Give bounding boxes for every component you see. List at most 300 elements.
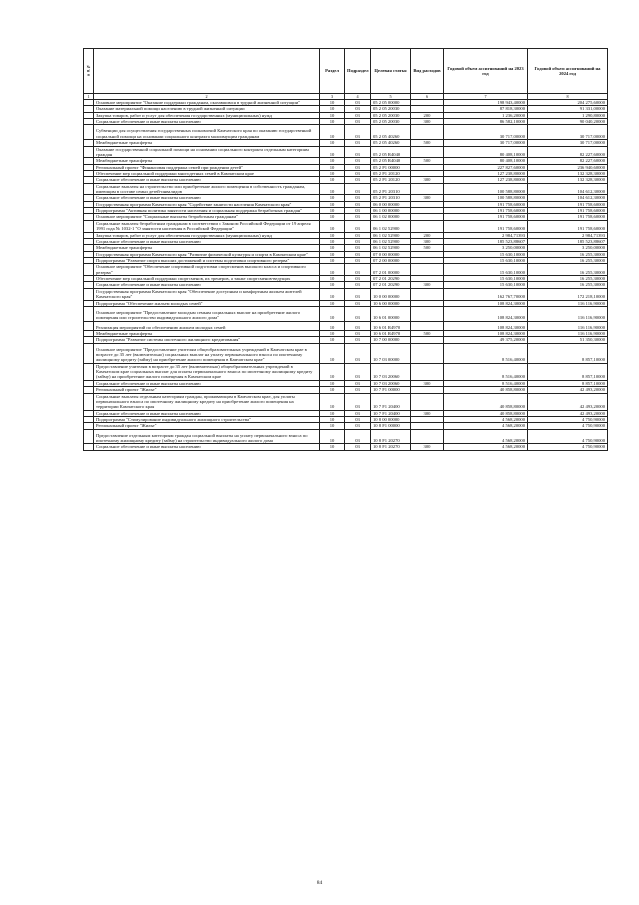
cell-podrazdel: 03 bbox=[345, 300, 371, 306]
cell-name: Социальное обеспечение и иные выплаты населению bbox=[94, 444, 320, 450]
cell-podrazdel: 03 bbox=[345, 125, 371, 140]
cell-target-article: 06 1 00 00000 bbox=[371, 208, 411, 214]
cell-razdel: 10 bbox=[320, 100, 345, 106]
cell-target-article: 10 8 F1 00000 bbox=[371, 423, 411, 429]
cell-amount-2023: 2 984,71393 bbox=[444, 232, 528, 238]
header-expense-type: Вид расходов bbox=[411, 49, 444, 94]
cell-amount-2023: 15 630,10000 bbox=[444, 276, 528, 282]
cell-amount-2023: 191 758,60000 bbox=[444, 220, 528, 232]
cell-amount-2023: 80 408,10000 bbox=[444, 158, 528, 164]
cell-target-article: 05 2 P1 20310 bbox=[371, 195, 411, 201]
column-number: 3 bbox=[320, 94, 345, 100]
column-number: 5 bbox=[371, 94, 411, 100]
cell-amount-2023: 49 375,20000 bbox=[444, 337, 528, 343]
cell-expense-type bbox=[411, 321, 444, 330]
cell-target-article: 06 1 02 52900 bbox=[371, 238, 411, 244]
cell-expense-type: 300 bbox=[411, 380, 444, 386]
cell-amount-2024: 104 612,30000 bbox=[528, 195, 608, 201]
cell-target-article: 10 6 00 00000 bbox=[371, 300, 411, 306]
cell-expense-type bbox=[411, 146, 444, 158]
cell-amount-2024: 191 758,60000 bbox=[528, 201, 608, 207]
cell-amount-2024: 4 750,90000 bbox=[528, 416, 608, 422]
cell-amount-2024: 42 493,20000 bbox=[528, 410, 608, 416]
cell-target-article: 10 8 00 00000 bbox=[371, 416, 411, 422]
cell-razdel: 10 bbox=[320, 125, 345, 140]
cell-amount-2024: 185 523,88607 bbox=[528, 238, 608, 244]
cell-amount-2023: 127 238,80000 bbox=[444, 177, 528, 183]
cell-razdel: 10 bbox=[320, 146, 345, 158]
cell-name: Оказание материальной помощи населению в трудной жизненной ситуации bbox=[94, 106, 320, 112]
cell-razdel: 10 bbox=[320, 195, 345, 201]
cell-podrazdel: 03 bbox=[345, 140, 371, 146]
cell-name: Социальные выплаты на строительство или приобретение жилого помещения в собственность гражданам, имеющим в составе семьи детей-инвалидов bbox=[94, 183, 320, 195]
cell-amount-2023: 108 824,30000 bbox=[444, 300, 528, 306]
cell-amount-2024: 4 750,90000 bbox=[528, 429, 608, 444]
cell-razdel: 10 bbox=[320, 444, 345, 450]
cell-razdel: 10 bbox=[320, 306, 345, 321]
cell-name: Основное мероприятие "Предоставление молодым семьям социальных выплат на приобретение жилого помещения или строительство индивидуального жилого дома" bbox=[94, 306, 320, 321]
cell-amount-2023: 86 582,10000 bbox=[444, 119, 528, 125]
cell-razdel: 10 bbox=[320, 201, 345, 207]
cell-target-article: 05 2 P1 00000 bbox=[371, 164, 411, 170]
cell-amount-2023: 108 824,30000 bbox=[444, 306, 528, 321]
table-row bbox=[84, 220, 608, 232]
cell-razdel: 10 bbox=[320, 276, 345, 282]
cell-target-article: 10 7 03 20060 bbox=[371, 363, 411, 380]
cell-razdel: 10 bbox=[320, 380, 345, 386]
cell-amount-2023: 80 408,10000 bbox=[444, 146, 528, 158]
cell-target-article: 05 2 05 20030 bbox=[371, 119, 411, 125]
cell-razdel: 10 bbox=[320, 410, 345, 416]
cell-target-article: 05 2 05 20030 bbox=[371, 106, 411, 112]
cell-target-article: 10 0 00 00000 bbox=[371, 288, 411, 300]
cell-target-article: 05 2 05 20030 bbox=[371, 112, 411, 118]
cell-razdel: 10 bbox=[320, 321, 345, 330]
cell-target-article: 05 2 05 40260 bbox=[371, 125, 411, 140]
cell-target-article: 07 2 01 00000 bbox=[371, 264, 411, 276]
cell-amount-2023: 40 858,80000 bbox=[444, 410, 528, 416]
cell-amount-2024: 8 857,10000 bbox=[528, 343, 608, 363]
cell-amount-2023: 108 824,30000 bbox=[444, 330, 528, 336]
header-row bbox=[84, 49, 608, 94]
cell-podrazdel: 03 bbox=[345, 444, 371, 450]
cell-name: Подпрограмма "Стимулирование индивидуального жилищного строительства" bbox=[94, 416, 320, 422]
cell-amount-2024: 16 255,30000 bbox=[528, 264, 608, 276]
table-row bbox=[84, 288, 608, 300]
cell-target-article: 07 0 00 00000 bbox=[371, 251, 411, 257]
cell-expense-type: 200 bbox=[411, 232, 444, 238]
table-row bbox=[84, 183, 608, 195]
cell-podrazdel: 03 bbox=[345, 363, 371, 380]
cell-amount-2024: 116 116,90000 bbox=[528, 321, 608, 330]
cell-amount-2024: 16 255,30000 bbox=[528, 282, 608, 288]
table-row bbox=[84, 393, 608, 410]
cell-amount-2024: 4 750,90000 bbox=[528, 444, 608, 450]
cell-razdel: 10 bbox=[320, 214, 345, 220]
table-row bbox=[84, 444, 608, 450]
cell-podrazdel: 03 bbox=[345, 330, 371, 336]
cell-expense-type bbox=[411, 343, 444, 363]
cell-name: Региональный проект "Жилье" bbox=[94, 423, 320, 429]
header-name bbox=[94, 49, 320, 94]
cell-name: Социальное обеспечение и иные выплаты населению bbox=[94, 195, 320, 201]
cell-razdel: 10 bbox=[320, 387, 345, 393]
cell-amount-2023: 191 758,60000 bbox=[444, 208, 528, 214]
cell-num bbox=[84, 183, 94, 195]
cell-razdel: 10 bbox=[320, 416, 345, 422]
table-row bbox=[84, 306, 608, 321]
cell-expense-type bbox=[411, 288, 444, 300]
cell-name: Предоставление учителям в возрасте до 35 лет (включительно) общеобразовательных учреждений в Камчатском крае социальных выплат для оплаты первоначального взноса по ипотечному жилищному кредиту (займу) на приобретение жилого помещения в Камчатском крае bbox=[94, 363, 320, 380]
cell-name: Межбюджетные трансферты bbox=[94, 245, 320, 251]
cell-num bbox=[84, 220, 94, 232]
cell-razdel: 10 bbox=[320, 393, 345, 410]
page-number: 84 bbox=[316, 880, 323, 886]
cell-amount-2023: 15 630,10000 bbox=[444, 282, 528, 288]
cell-expense-type: 300 bbox=[411, 177, 444, 183]
cell-razdel: 10 bbox=[320, 164, 345, 170]
cell-expense-type: 200 bbox=[411, 112, 444, 118]
cell-name: Социальное обеспечение и иные выплаты населению bbox=[94, 282, 320, 288]
cell-name: Реализация мероприятий по обеспечению жильем молодых семей bbox=[94, 321, 320, 330]
cell-amount-2023: 15 630,10000 bbox=[444, 264, 528, 276]
cell-razdel: 10 bbox=[320, 170, 345, 176]
cell-name: Основное мероприятие "Оказание поддержки гражданам, оказавшимся в трудной жизненной ситуации" bbox=[94, 100, 320, 106]
cell-razdel: 10 bbox=[320, 288, 345, 300]
cell-razdel: 10 bbox=[320, 343, 345, 363]
cell-expense-type bbox=[411, 393, 444, 410]
cell-amount-2024: 42 493,20000 bbox=[528, 393, 608, 410]
cell-expense-type bbox=[411, 125, 444, 140]
cell-amount-2023: 162 767,70000 bbox=[444, 288, 528, 300]
cell-razdel: 10 bbox=[320, 251, 345, 257]
cell-amount-2024: 204 275,60000 bbox=[528, 100, 608, 106]
cell-target-article: 10 7 F1 20400 bbox=[371, 410, 411, 416]
cell-podrazdel: 03 bbox=[345, 321, 371, 330]
cell-target-article: 07 2 01 20290 bbox=[371, 282, 411, 288]
cell-target-article: 07 2 01 20290 bbox=[371, 276, 411, 282]
cell-expense-type: 300 bbox=[411, 238, 444, 244]
cell-amount-2023: 3 250,00000 bbox=[444, 245, 528, 251]
cell-expense-type: 300 bbox=[411, 410, 444, 416]
cell-podrazdel: 03 bbox=[345, 201, 371, 207]
cell-expense-type bbox=[411, 183, 444, 195]
cell-podrazdel: 03 bbox=[345, 380, 371, 386]
cell-razdel: 10 bbox=[320, 337, 345, 343]
cell-razdel: 10 bbox=[320, 282, 345, 288]
column-number: 2 bbox=[94, 94, 320, 100]
cell-amount-2023: 4 568,20000 bbox=[444, 444, 528, 450]
cell-amount-2024: 30 717,00000 bbox=[528, 140, 608, 146]
cell-amount-2024: 30 717,00000 bbox=[528, 125, 608, 140]
cell-podrazdel: 03 bbox=[345, 416, 371, 422]
cell-name: Обеспечение мер социальной поддержки многодетных семей в Камчатском крае bbox=[94, 170, 320, 176]
cell-amount-2024: 236 940,60000 bbox=[528, 164, 608, 170]
cell-razdel: 10 bbox=[320, 183, 345, 195]
cell-name: Предоставление отдельным категориям граждан социальной выплаты на уплату первоначального взноса по ипотечному жилищному кредиту (займу) на строительство индивидуального жилого дома bbox=[94, 429, 320, 444]
cell-name: Подпрограмма "Активная политика занятости населения и социальная поддержка безработных граждан" bbox=[94, 208, 320, 214]
cell-expense-type: 500 bbox=[411, 158, 444, 164]
cell-amount-2023: 1 236,20000 bbox=[444, 112, 528, 118]
cell-podrazdel: 03 bbox=[345, 306, 371, 321]
cell-amount-2024: 172 218,10000 bbox=[528, 288, 608, 300]
cell-expense-type: 500 bbox=[411, 140, 444, 146]
cell-podrazdel: 03 bbox=[345, 208, 371, 214]
cell-amount-2024: 1 290,80000 bbox=[528, 112, 608, 118]
table-row bbox=[84, 321, 608, 330]
cell-expense-type: 300 bbox=[411, 282, 444, 288]
cell-podrazdel: 03 bbox=[345, 282, 371, 288]
cell-amount-2023: 100 588,80000 bbox=[444, 195, 528, 201]
cell-podrazdel: 03 bbox=[345, 238, 371, 244]
cell-name: Основное мероприятие "Предоставление учителям общеобразовательных учреждений в Камчатском крае в возрасте до 35 лет (включительно) социальных выплат на уплату первоначального взноса по ипотечному жилищному кредиту (займу) на приобретение жилого помещения в Камчатском крае" bbox=[94, 343, 320, 363]
cell-amount-2024: 42 493,20000 bbox=[528, 387, 608, 393]
cell-amount-2023: 108 824,30000 bbox=[444, 321, 528, 330]
cell-amount-2024: 116 116,90000 bbox=[528, 330, 608, 336]
cell-target-article: 05 2 05 00000 bbox=[371, 100, 411, 106]
cell-amount-2023: 227 827,60000 bbox=[444, 164, 528, 170]
cell-name: Подпрограмма "Развитие спорта высших достижений и системы подготовки спортивного резерва" bbox=[94, 257, 320, 263]
cell-amount-2024: 191 758,60000 bbox=[528, 208, 608, 214]
cell-razdel: 10 bbox=[320, 232, 345, 238]
cell-amount-2023: 185 523,88607 bbox=[444, 238, 528, 244]
cell-amount-2023: 198 943,40000 bbox=[444, 100, 528, 106]
cell-name: Межбюджетные трансферты bbox=[94, 140, 320, 146]
cell-amount-2023: 191 758,60000 bbox=[444, 201, 528, 207]
cell-razdel: 10 bbox=[320, 112, 345, 118]
cell-razdel: 10 bbox=[320, 264, 345, 276]
cell-target-article: 05 2 05 R4040 bbox=[371, 158, 411, 164]
cell-podrazdel: 03 bbox=[345, 158, 371, 164]
cell-target-article: 06 1 02 52900 bbox=[371, 232, 411, 238]
cell-podrazdel: 03 bbox=[345, 423, 371, 429]
cell-num bbox=[84, 321, 94, 330]
table-row bbox=[84, 429, 608, 444]
cell-amount-2023: 8 516,40000 bbox=[444, 363, 528, 380]
cell-name: Региональный проект "Финансовая поддержка семей при рождении детей" bbox=[94, 164, 320, 170]
cell-target-article: 05 2 P1 20120 bbox=[371, 170, 411, 176]
cell-expense-type bbox=[411, 306, 444, 321]
cell-podrazdel: 03 bbox=[345, 343, 371, 363]
cell-name: Обеспечение мер социальной поддержки спортсменов, их тренеров, а также спортсменов-ведущих bbox=[94, 276, 320, 282]
cell-name: Социальное обеспечение и иные выплаты населению bbox=[94, 177, 320, 183]
table-body bbox=[84, 100, 608, 451]
header-podrazdel: Подраздел bbox=[345, 49, 371, 94]
cell-razdel: 10 bbox=[320, 245, 345, 251]
cell-podrazdel: 03 bbox=[345, 119, 371, 125]
column-number: 6 bbox=[411, 94, 444, 100]
column-number: 7 bbox=[444, 94, 528, 100]
cell-name: Социальные выплаты безработным гражданам в соответствии с Законом Российской Федерации от 19 апреля 1991 года № 1032-1 "О занятости населения в Российской Федерации" bbox=[94, 220, 320, 232]
cell-amount-2023: 4 568,20000 bbox=[444, 423, 528, 429]
cell-name: Социальное обеспечение и иные выплаты населению bbox=[94, 119, 320, 125]
cell-podrazdel: 03 bbox=[345, 393, 371, 410]
cell-amount-2024: 90 040,20000 bbox=[528, 119, 608, 125]
cell-podrazdel: 03 bbox=[345, 257, 371, 263]
cell-target-article: 06 1 02 52900 bbox=[371, 220, 411, 232]
cell-target-article: 10 6 01 R4970 bbox=[371, 321, 411, 330]
cell-amount-2024: 191 758,60000 bbox=[528, 220, 608, 232]
cell-amount-2024: 116 116,90000 bbox=[528, 306, 608, 321]
cell-expense-type: 300 bbox=[411, 444, 444, 450]
cell-amount-2024: 191 758,60000 bbox=[528, 214, 608, 220]
cell-podrazdel: 03 bbox=[345, 195, 371, 201]
cell-num bbox=[84, 264, 94, 276]
cell-amount-2024: 3 250,00000 bbox=[528, 245, 608, 251]
table-row bbox=[84, 125, 608, 140]
cell-podrazdel: 03 bbox=[345, 146, 371, 158]
cell-target-article: 06 1 02 52900 bbox=[371, 245, 411, 251]
cell-amount-2024: 16 255,30000 bbox=[528, 257, 608, 263]
table-row bbox=[84, 363, 608, 380]
cell-razdel: 10 bbox=[320, 119, 345, 125]
cell-target-article: 06 1 02 00000 bbox=[371, 214, 411, 220]
cell-name: Социальное обеспечение и иные выплаты населению bbox=[94, 238, 320, 244]
cell-razdel: 10 bbox=[320, 158, 345, 164]
budget-table bbox=[83, 48, 608, 451]
budget-table-sheet bbox=[83, 48, 607, 451]
cell-target-article: 05 2 05 R4040 bbox=[371, 146, 411, 158]
cell-name: Региональный проект "Жилье" bbox=[94, 387, 320, 393]
header-num: № п/п bbox=[84, 49, 94, 94]
cell-amount-2023: 30 717,00000 bbox=[444, 140, 528, 146]
cell-name: Социальное обеспечение и иные выплаты населению bbox=[94, 380, 320, 386]
cell-podrazdel: 03 bbox=[345, 337, 371, 343]
cell-name: Социальное обеспечение и иные выплаты населению bbox=[94, 410, 320, 416]
cell-podrazdel: 03 bbox=[345, 288, 371, 300]
cell-name: Государственная программа Камчатского края "Содействие занятости населения Камчатского края" bbox=[94, 201, 320, 207]
cell-target-article: 10 7 F1 00000 bbox=[371, 387, 411, 393]
header-target-article: Целевая статья bbox=[371, 49, 411, 94]
column-number: 8 bbox=[528, 94, 608, 100]
cell-amount-2024: 82 227,60000 bbox=[528, 158, 608, 164]
cell-amount-2023: 87 818,30000 bbox=[444, 106, 528, 112]
cell-amount-2024: 8 857,10000 bbox=[528, 380, 608, 386]
column-number: 1 bbox=[84, 94, 94, 100]
cell-amount-2024: 132 328,30000 bbox=[528, 170, 608, 176]
cell-amount-2023: 40 858,80000 bbox=[444, 387, 528, 393]
cell-num bbox=[84, 306, 94, 321]
cell-amount-2024: 91 331,00000 bbox=[528, 106, 608, 112]
cell-num bbox=[84, 429, 94, 444]
cell-name: Подпрограмма "Развитие системы ипотечного жилищного кредитования" bbox=[94, 337, 320, 343]
cell-amount-2024: 2 984,71393 bbox=[528, 232, 608, 238]
cell-expense-type bbox=[411, 264, 444, 276]
cell-expense-type bbox=[411, 429, 444, 444]
cell-target-article: 10 7 03 20060 bbox=[371, 380, 411, 386]
table-row bbox=[84, 264, 608, 276]
cell-name: Закупка товаров, работ и услуг для обеспечения государственных (муниципальных) нужд bbox=[94, 112, 320, 118]
cell-name: Оказание государственной социальной помощи на основании социального контракта отдельным категориям граждан bbox=[94, 146, 320, 158]
cell-name: Социальные выплаты отдельным категориям граждан, проживающим в Камчатском крае, для уплаты первоначального взноса по ипотечному жилищному кредиту на приобретение жилого помещения на территории Камчатского края bbox=[94, 393, 320, 410]
cell-amount-2024: 104 612,30000 bbox=[528, 183, 608, 195]
cell-num bbox=[84, 146, 94, 158]
cell-podrazdel: 03 bbox=[345, 276, 371, 282]
cell-amount-2024: 116 116,90000 bbox=[528, 300, 608, 306]
cell-amount-2024: 16 255,30000 bbox=[528, 276, 608, 282]
cell-podrazdel: 03 bbox=[345, 164, 371, 170]
cell-podrazdel: 03 bbox=[345, 220, 371, 232]
cell-name: Подпрограмма "Обеспечение жильем молодых семей" bbox=[94, 300, 320, 306]
cell-num bbox=[84, 288, 94, 300]
cell-razdel: 10 bbox=[320, 238, 345, 244]
cell-target-article: 10 8 F1 20270 bbox=[371, 429, 411, 444]
cell-expense-type bbox=[411, 363, 444, 380]
cell-name: Межбюджетные трансферты bbox=[94, 330, 320, 336]
cell-name: Основное мероприятие "Обеспечение спортивной подготовки спортсменов высокого класса и спортивного резерва" bbox=[94, 264, 320, 276]
cell-name: Закупка товаров, работ и услуг для обеспечения государственных (муниципальных) нужд bbox=[94, 232, 320, 238]
cell-razdel: 10 bbox=[320, 106, 345, 112]
cell-num bbox=[84, 444, 94, 450]
cell-num bbox=[84, 393, 94, 410]
cell-amount-2023: 40 858,80000 bbox=[444, 393, 528, 410]
cell-amount-2023: 15 630,10000 bbox=[444, 251, 528, 257]
cell-razdel: 10 bbox=[320, 429, 345, 444]
cell-name: Основное мероприятие "Социальные выплаты безработным гражданам" bbox=[94, 214, 320, 220]
cell-amount-2023: 8 516,40000 bbox=[444, 380, 528, 386]
cell-amount-2023: 100 588,80000 bbox=[444, 183, 528, 195]
cell-target-article: 05 2 P1 20120 bbox=[371, 177, 411, 183]
cell-razdel: 10 bbox=[320, 208, 345, 214]
cell-target-article: 10 7 F1 20400 bbox=[371, 393, 411, 410]
cell-name: Государственная программа Камчатского края "Обеспечение доступным и комфортным жильем жителей Камчатского края" bbox=[94, 288, 320, 300]
cell-podrazdel: 03 bbox=[345, 245, 371, 251]
cell-target-article: 05 2 P1 20310 bbox=[371, 183, 411, 195]
column-number: 4 bbox=[345, 94, 371, 100]
cell-amount-2023: 15 630,10000 bbox=[444, 257, 528, 263]
cell-razdel: 10 bbox=[320, 220, 345, 232]
cell-num bbox=[84, 363, 94, 380]
cell-podrazdel: 03 bbox=[345, 183, 371, 195]
cell-podrazdel: 03 bbox=[345, 387, 371, 393]
cell-podrazdel: 03 bbox=[345, 177, 371, 183]
cell-amount-2023: 30 717,00000 bbox=[444, 125, 528, 140]
cell-target-article: 05 2 05 40260 bbox=[371, 140, 411, 146]
cell-amount-2023: 4 568,20000 bbox=[444, 416, 528, 422]
cell-num bbox=[84, 125, 94, 140]
cell-podrazdel: 03 bbox=[345, 410, 371, 416]
cell-target-article: 10 7 00 00000 bbox=[371, 337, 411, 343]
cell-razdel: 10 bbox=[320, 330, 345, 336]
cell-expense-type bbox=[411, 220, 444, 232]
cell-target-article: 07 2 00 00000 bbox=[371, 257, 411, 263]
cell-expense-type: 300 bbox=[411, 195, 444, 201]
cell-amount-2024: 82 227,60000 bbox=[528, 146, 608, 158]
cell-podrazdel: 03 bbox=[345, 264, 371, 276]
cell-podrazdel: 03 bbox=[345, 251, 371, 257]
cell-target-article: 10 6 01 R4970 bbox=[371, 330, 411, 336]
table-row bbox=[84, 343, 608, 363]
cell-razdel: 10 bbox=[320, 140, 345, 146]
cell-razdel: 10 bbox=[320, 300, 345, 306]
cell-razdel: 10 bbox=[320, 423, 345, 429]
cell-name: Субвенции для осуществления государственных полномочий Камчатского края по оказанию государственной социальной помощи на основании социального контракта малоимущим гражданам bbox=[94, 125, 320, 140]
cell-num bbox=[84, 343, 94, 363]
header-2023: Годовой объем ассигнований на 2023 год bbox=[444, 49, 528, 94]
cell-podrazdel: 03 bbox=[345, 106, 371, 112]
cell-amount-2023: 8 516,40000 bbox=[444, 343, 528, 363]
cell-razdel: 10 bbox=[320, 257, 345, 263]
cell-name: Межбюджетные трансферты bbox=[94, 158, 320, 164]
cell-amount-2023: 191 758,60000 bbox=[444, 214, 528, 220]
cell-podrazdel: 03 bbox=[345, 112, 371, 118]
cell-expense-type: 500 bbox=[411, 330, 444, 336]
cell-target-article: 06 0 00 00000 bbox=[371, 201, 411, 207]
cell-podrazdel: 03 bbox=[345, 100, 371, 106]
cell-amount-2024: 132 328,30000 bbox=[528, 177, 608, 183]
cell-target-article: 10 7 03 00000 bbox=[371, 343, 411, 363]
header-razdel: Раздел bbox=[320, 49, 345, 94]
